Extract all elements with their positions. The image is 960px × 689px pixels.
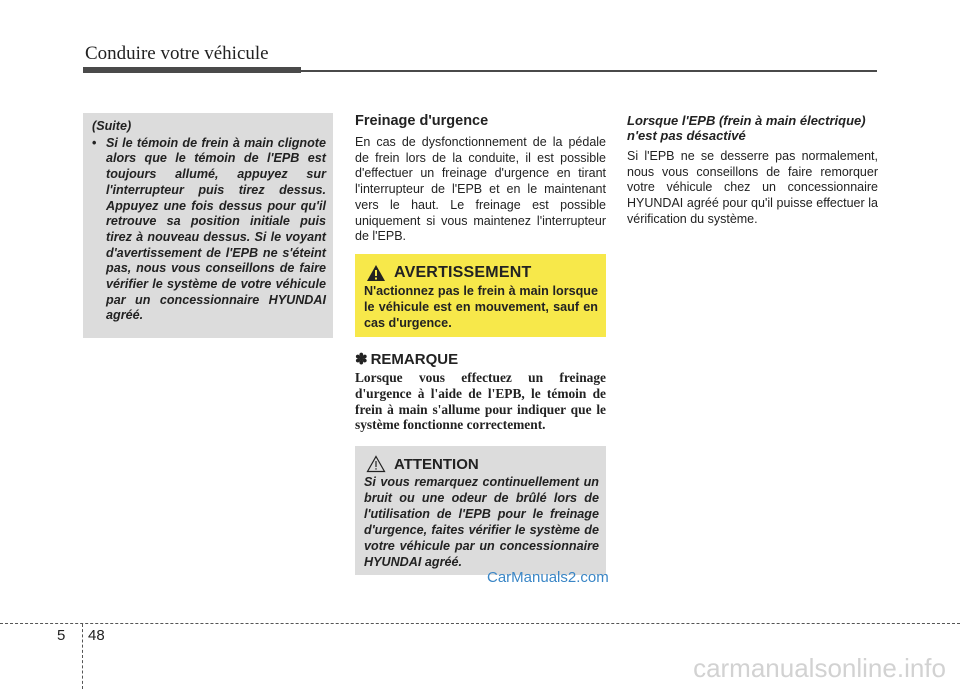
epb-release-text: Si l'EPB ne se desserre pas normalement, nous vous conseillons de faire remorquer votre véhicule chez un concessionnaire HYUNDAI agréé pour qu'il puisse effectuer la vérification du système. xyxy=(627,149,878,226)
continued-label: (Suite) xyxy=(92,119,132,133)
attention-title: ATTENTION xyxy=(394,455,479,473)
footer-divider xyxy=(0,623,960,624)
bullet-marker: • xyxy=(92,135,97,150)
attention-text: Si vous remarquez continuellement un bruit ou une odeur de brûlé lors de l'utilisation de l'EPB pour le freinage d'urgence, faites vérifier le système de votre véhicule par un concessionnaire HYUNDAI agréé. xyxy=(364,475,599,569)
warning-text: N'actionnez pas le frein à main lorsque le véhicule est en mouvement, sauf en cas d'urgence. xyxy=(364,284,598,330)
note-bullet-text: Si le témoin de frein à main clignote alors que le témoin de l'EPB est toujours allumé, appuyez sur l'interrupteur puis tirez dessus. Appuyez une fois dessus pour qu'il retrouve sa position initiale puis tirez à nouveau dessus. Si le voyant d'avertissement de l'EPB ne s'éteint pas, nous vous conseillons de faire vérifier le système de votre véhicule par un concessionnaire HYUNDAI agréé. xyxy=(106,135,326,323)
continued-note-box xyxy=(83,113,333,338)
page-header-title: Conduire votre véhicule xyxy=(85,43,269,64)
remark-title: REMARQUE xyxy=(370,351,459,368)
warning-header xyxy=(364,264,598,282)
note-bullet-item xyxy=(92,136,326,324)
warning-triangle-icon xyxy=(366,264,386,282)
page-number: 48 xyxy=(88,627,105,644)
epb-release-section xyxy=(627,113,878,228)
header-rule-thin xyxy=(301,70,877,72)
remark-heading xyxy=(355,350,458,368)
emergency-braking-text: En cas de dysfonctionnement de la pédale de frein lors de la conduite, il est possible d'effectuer un freinage d'urgence en tirant l'interrupteur de l'EPB et en le maintenant vers le haut. Le freinage est possible uniquement si vous maintenez l'interrupteur de l'EPB. xyxy=(355,135,606,244)
caution-triangle-icon xyxy=(366,455,386,473)
remark-text: Lorsque vous effectuez un freinage d'urgence à l'aide de l'EPB, le témoin de frein à main s'allume pour indiquer que le système fonctionne correctement. xyxy=(355,370,606,433)
warning-title: AVERTISSEMENT xyxy=(394,264,532,281)
header-rule-thick xyxy=(83,67,301,73)
footer-vertical-divider xyxy=(82,624,83,689)
attention-box xyxy=(355,446,606,575)
emergency-braking-heading: Freinage d'urgence xyxy=(355,113,489,129)
site-watermark: carmanualsonline.info xyxy=(693,653,946,683)
chapter-number: 5 xyxy=(57,627,66,644)
remark-symbol-icon: ✽ xyxy=(355,351,368,368)
epb-release-heading: Lorsque l'EPB (frein à main électrique) n'est pas désactivé xyxy=(627,113,866,143)
attention-header xyxy=(364,455,599,473)
emergency-braking-section xyxy=(355,113,606,245)
watermark-link[interactable]: CarManuals2.com xyxy=(487,569,609,586)
warning-box xyxy=(355,254,606,337)
